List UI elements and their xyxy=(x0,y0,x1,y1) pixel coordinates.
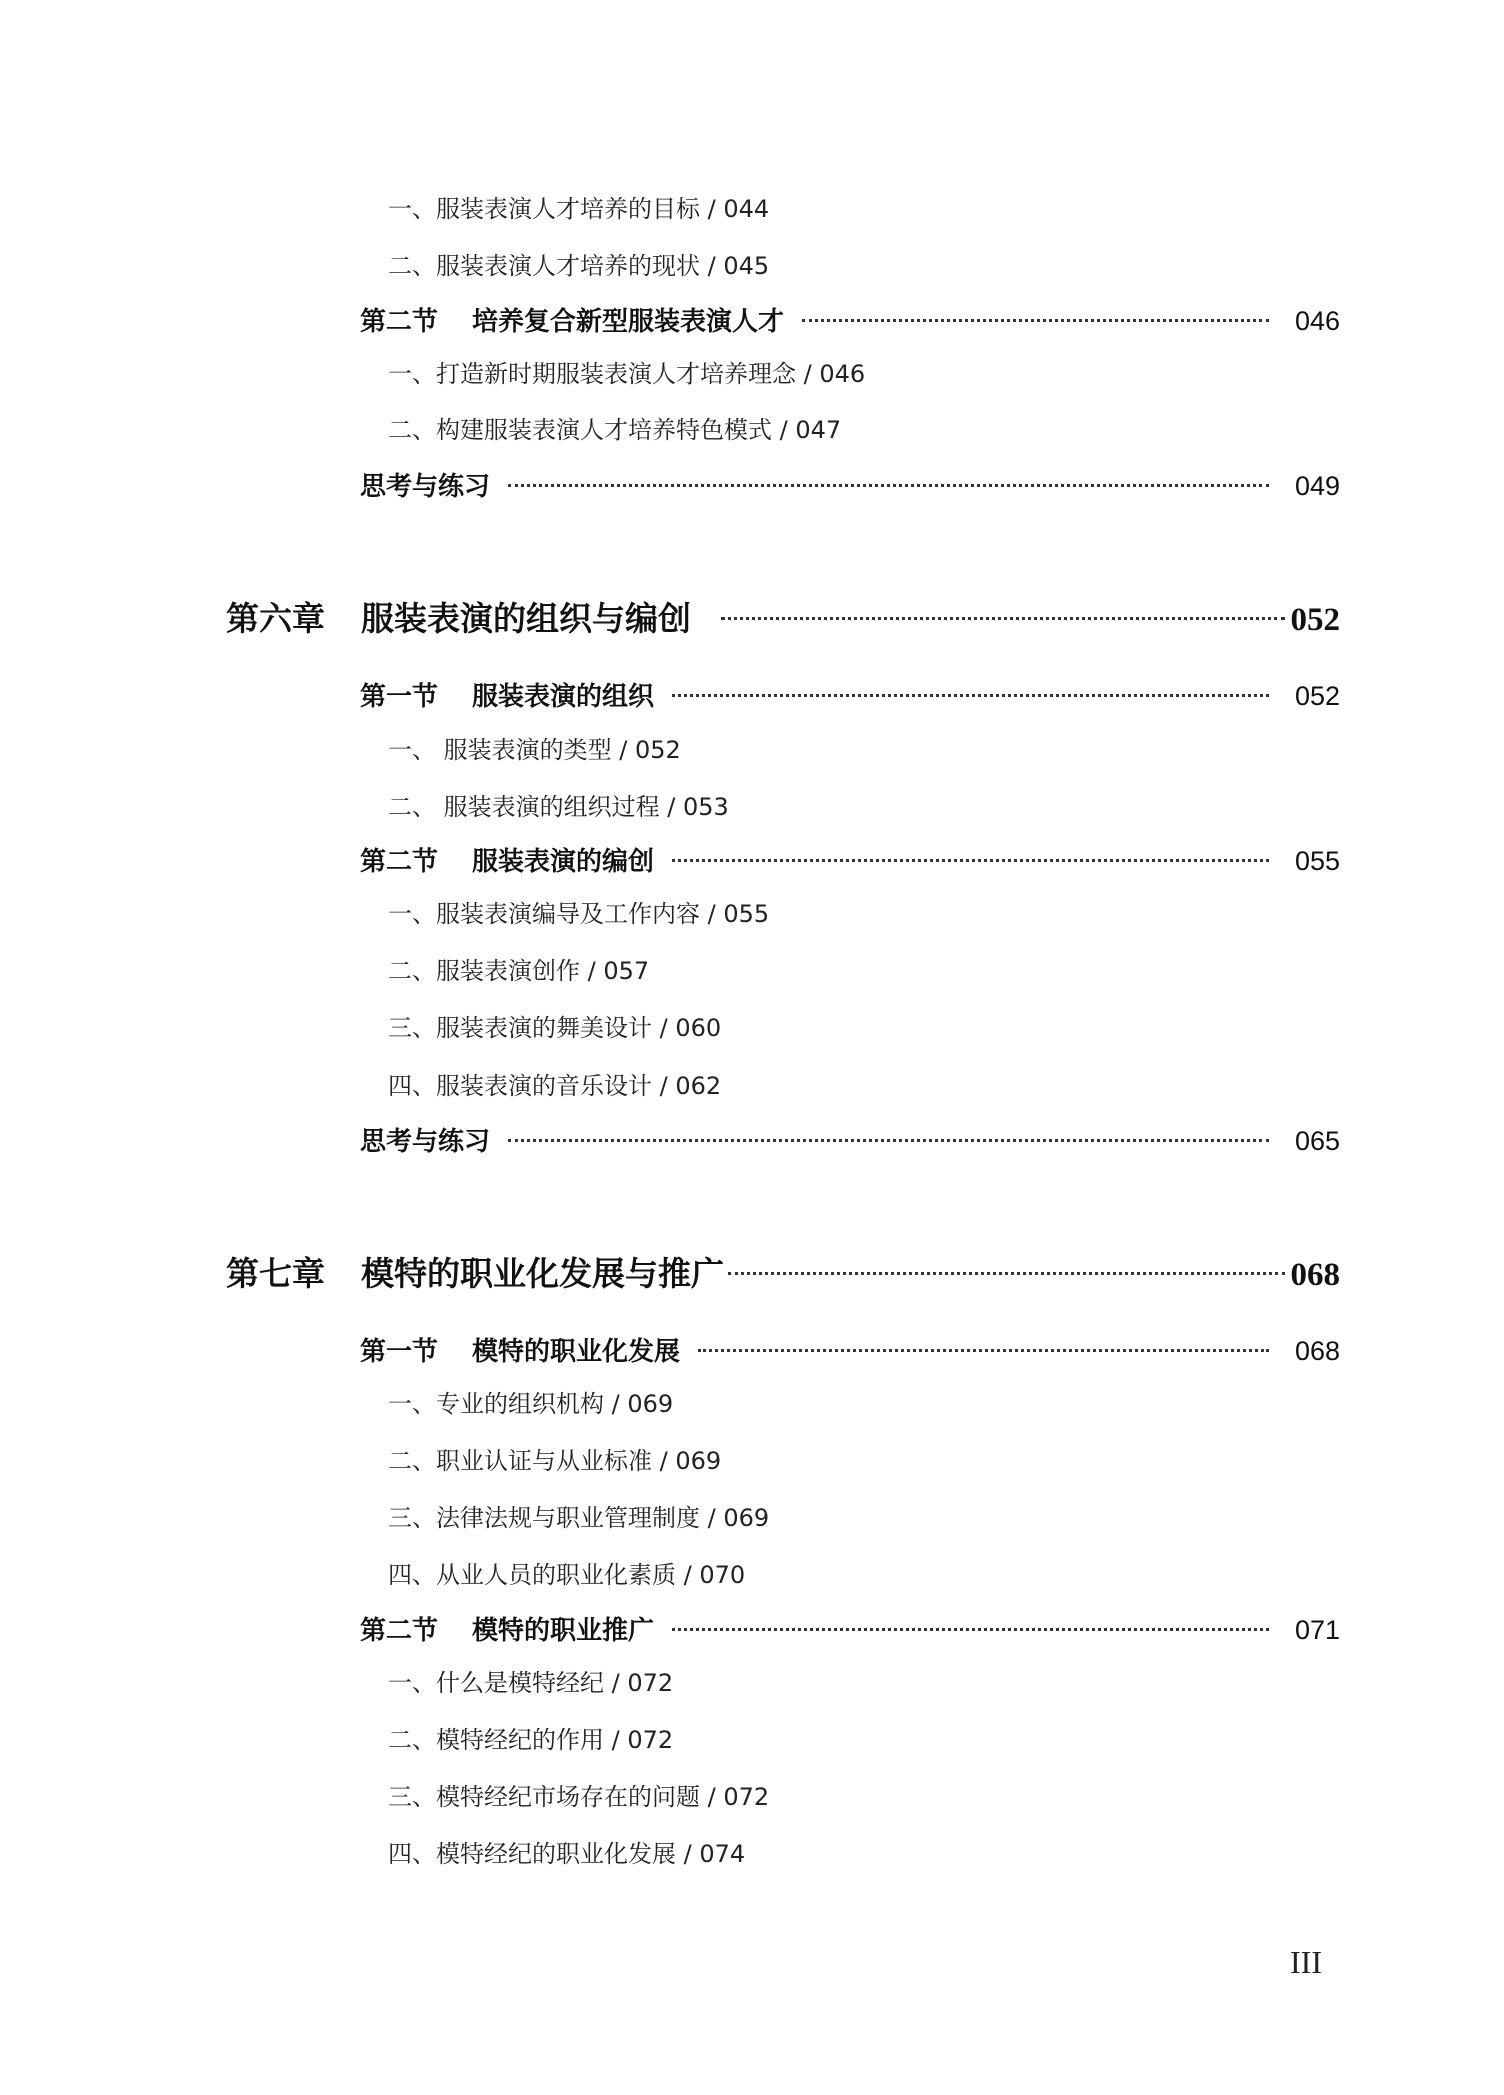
dot-leader xyxy=(728,1272,1285,1275)
toc-subentry: 一、服装表演人才培养的目标 / 044 xyxy=(388,195,770,223)
dot-leader xyxy=(698,1349,1269,1352)
page-number: 071 xyxy=(1294,1615,1340,1645)
toc-subentry: 四、从业人员的职业化素质 / 070 xyxy=(388,1561,746,1589)
toc-subentry: 二、职业认证与从业标准 / 069 xyxy=(388,1447,722,1475)
toc-subentry: 二、构建服装表演人才培养特色模式 / 047 xyxy=(388,416,842,444)
toc-chapter xyxy=(226,598,1340,641)
toc-subentry: 一、 服装表演的类型 / 052 xyxy=(388,736,681,764)
toc-subentry: 三、模特经纪市场存在的问题 / 072 xyxy=(388,1783,770,1811)
chapter-title: 模特的职业化发展与推广 xyxy=(361,1254,724,1293)
chapter-number: 第六章 xyxy=(226,599,325,638)
page-number: 068 xyxy=(1290,1257,1340,1293)
chapter-title: 服装表演的组织与编创 xyxy=(361,599,691,638)
section-title: 思考与练习 xyxy=(360,1127,491,1157)
toc-subentry: 三、法律法规与职业管理制度 / 069 xyxy=(388,1504,770,1532)
toc-subentry: 二、服装表演创作 / 057 xyxy=(388,957,650,985)
dot-leader xyxy=(672,694,1269,697)
dot-leader xyxy=(508,484,1269,487)
page-number: 052 xyxy=(1290,602,1340,638)
toc-section xyxy=(360,1334,1340,1369)
page-number: 052 xyxy=(1294,681,1340,711)
toc-section xyxy=(360,844,1340,879)
toc-subentry: 三、服装表演的舞美设计 / 060 xyxy=(388,1014,722,1042)
page-number: 049 xyxy=(1294,471,1340,501)
section-number: 第二节 xyxy=(360,847,439,877)
section-number: 第二节 xyxy=(360,1616,439,1646)
toc-chapter xyxy=(226,1253,1340,1296)
toc-subentry: 四、服装表演的音乐设计 / 062 xyxy=(388,1072,722,1100)
toc-section xyxy=(360,304,1340,339)
section-title: 培养复合新型服装表演人才 xyxy=(472,307,785,337)
toc-subentry: 二、服装表演人才培养的现状 / 045 xyxy=(388,252,770,280)
dot-leader xyxy=(721,617,1285,620)
dot-leader xyxy=(508,1139,1269,1142)
toc-section xyxy=(360,469,1340,504)
section-number: 第一节 xyxy=(360,1337,439,1367)
toc-section xyxy=(360,1613,1340,1648)
section-title: 服装表演的编创 xyxy=(472,847,655,877)
toc-subentry: 二、模特经纪的作用 / 072 xyxy=(388,1726,674,1754)
chapter-number: 第七章 xyxy=(226,1254,325,1293)
page-number: 065 xyxy=(1294,1126,1340,1156)
dot-leader xyxy=(802,319,1269,322)
page-number: 068 xyxy=(1294,1336,1340,1366)
dot-leader xyxy=(672,859,1269,862)
toc-subentry: 一、打造新时期服装表演人才培养理念 / 046 xyxy=(388,360,866,388)
dot-leader xyxy=(672,1628,1269,1631)
section-number: 第一节 xyxy=(360,682,439,712)
toc-subentry: 一、专业的组织机构 / 069 xyxy=(388,1390,674,1418)
section-title: 模特的职业化发展 xyxy=(472,1337,681,1367)
toc-section xyxy=(360,1124,1340,1159)
toc-subentry: 一、服装表演编导及工作内容 / 055 xyxy=(388,900,770,928)
toc-section xyxy=(360,679,1340,714)
page-folio: III xyxy=(1290,1944,1322,1980)
section-title: 思考与练习 xyxy=(360,472,491,502)
section-title: 模特的职业推广 xyxy=(472,1616,655,1646)
toc-subentry: 四、模特经纪的职业化发展 / 074 xyxy=(388,1840,746,1868)
toc-subentry: 一、什么是模特经纪 / 072 xyxy=(388,1669,674,1697)
page-number: 055 xyxy=(1294,846,1340,876)
section-number: 第二节 xyxy=(360,307,439,337)
toc-subentry: 二、 服装表演的组织过程 / 053 xyxy=(388,793,729,821)
section-title: 服装表演的组织 xyxy=(472,682,655,712)
page-number: 046 xyxy=(1294,306,1340,336)
